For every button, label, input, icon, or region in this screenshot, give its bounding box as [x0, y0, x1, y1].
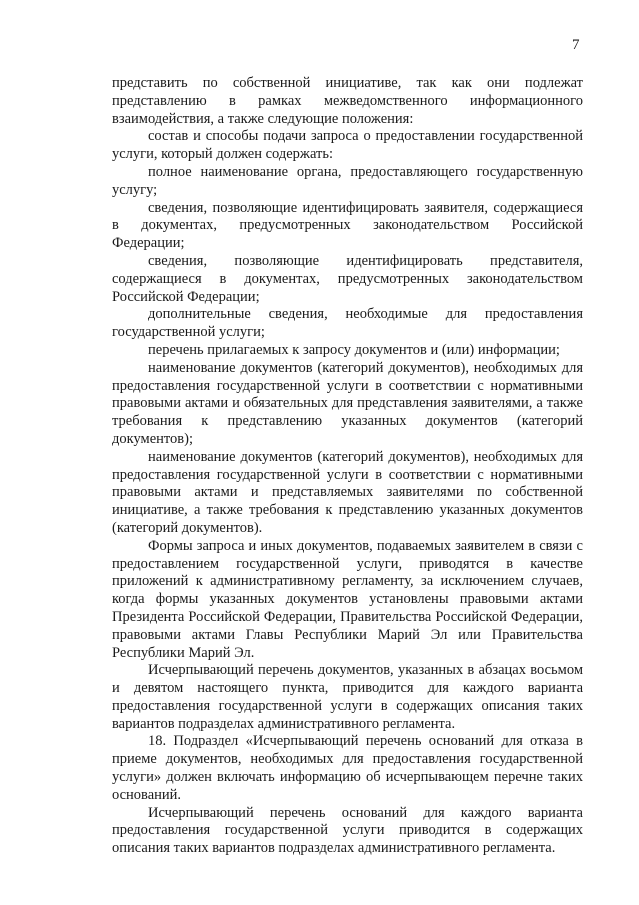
- page-number: 7: [572, 37, 580, 53]
- paragraph-10: Формы запроса и иных документов, подаваемых заявителем в связи с предоставлением государственной услуги, приводятся в качестве приложений к административному регламенту, за исключением случаев, когда формы указанных документов установлены правовыми актами Президента Российской Федерации, Правительства Российской Федерации, правовыми актами Главы Республики Марий Эл или Правительства Республики Марий Эл.: [112, 537, 583, 661]
- paragraph-12: 18. Подраздел «Исчерпывающий перечень оснований для отказа в приеме документов, необходимых для предоставления государственной услуги» должен включать информацию об исчерпывающем перечне таких оснований.: [112, 733, 583, 803]
- paragraph-7: перечень прилагаемых к запросу документов и (или) информации;: [148, 341, 560, 358]
- paragraph-11: Исчерпывающий перечень документов, указанных в абзацах восьмом и девятом настоящего пункта, приводится для каждого варианта предоставления государственной услуги в содержащих описания таких вариантов подразделах административного регламента.: [112, 662, 583, 732]
- paragraph-2: состав и способы подачи запроса о предоставлении государственной услуги, который должен содержать:: [112, 128, 583, 163]
- paragraph-8: наименование документов (категорий документов), необходимых для предоставления государственной услуги в соответствии с нормативными правовыми актами и обязательных для представления заявителями, а также требования к представлению указанных документов (категорий документов);: [112, 359, 583, 447]
- paragraph-4: сведения, позволяющие идентифицировать заявителя, содержащиеся в документах, предусмотренных законодательством Российской Федерации;: [112, 199, 583, 252]
- document-body: [112, 75, 583, 858]
- paragraph-3: полное наименование органа, предоставляющего государственную услугу;: [112, 163, 583, 198]
- paragraph-6: дополнительные сведения, необходимые для предоставления государственной услуги;: [112, 306, 583, 341]
- paragraph-5: сведения, позволяющие идентифицировать представителя, содержащиеся в документах, предусмотренных законодательством Российской Федерации;: [112, 252, 583, 305]
- paragraph-13: Исчерпывающий перечень оснований для каждого варианта предоставления государственной услуги приводится в содержащих описания таких вариантов подразделах административного регламента.: [112, 804, 583, 857]
- paragraph-1: представить по собственной инициативе, так как они подлежат представлению в рамках межведомственного информационного взаимодействия, а также следующие положения:: [112, 75, 583, 127]
- paragraph-9: наименование документов (категорий документов), необходимых для предоставления государственной услуги в соответствии с нормативными правовыми актами и представляемых заявителями по собственной инициативе, а также требования к представлению указанных документов (категорий документов).: [112, 448, 583, 536]
